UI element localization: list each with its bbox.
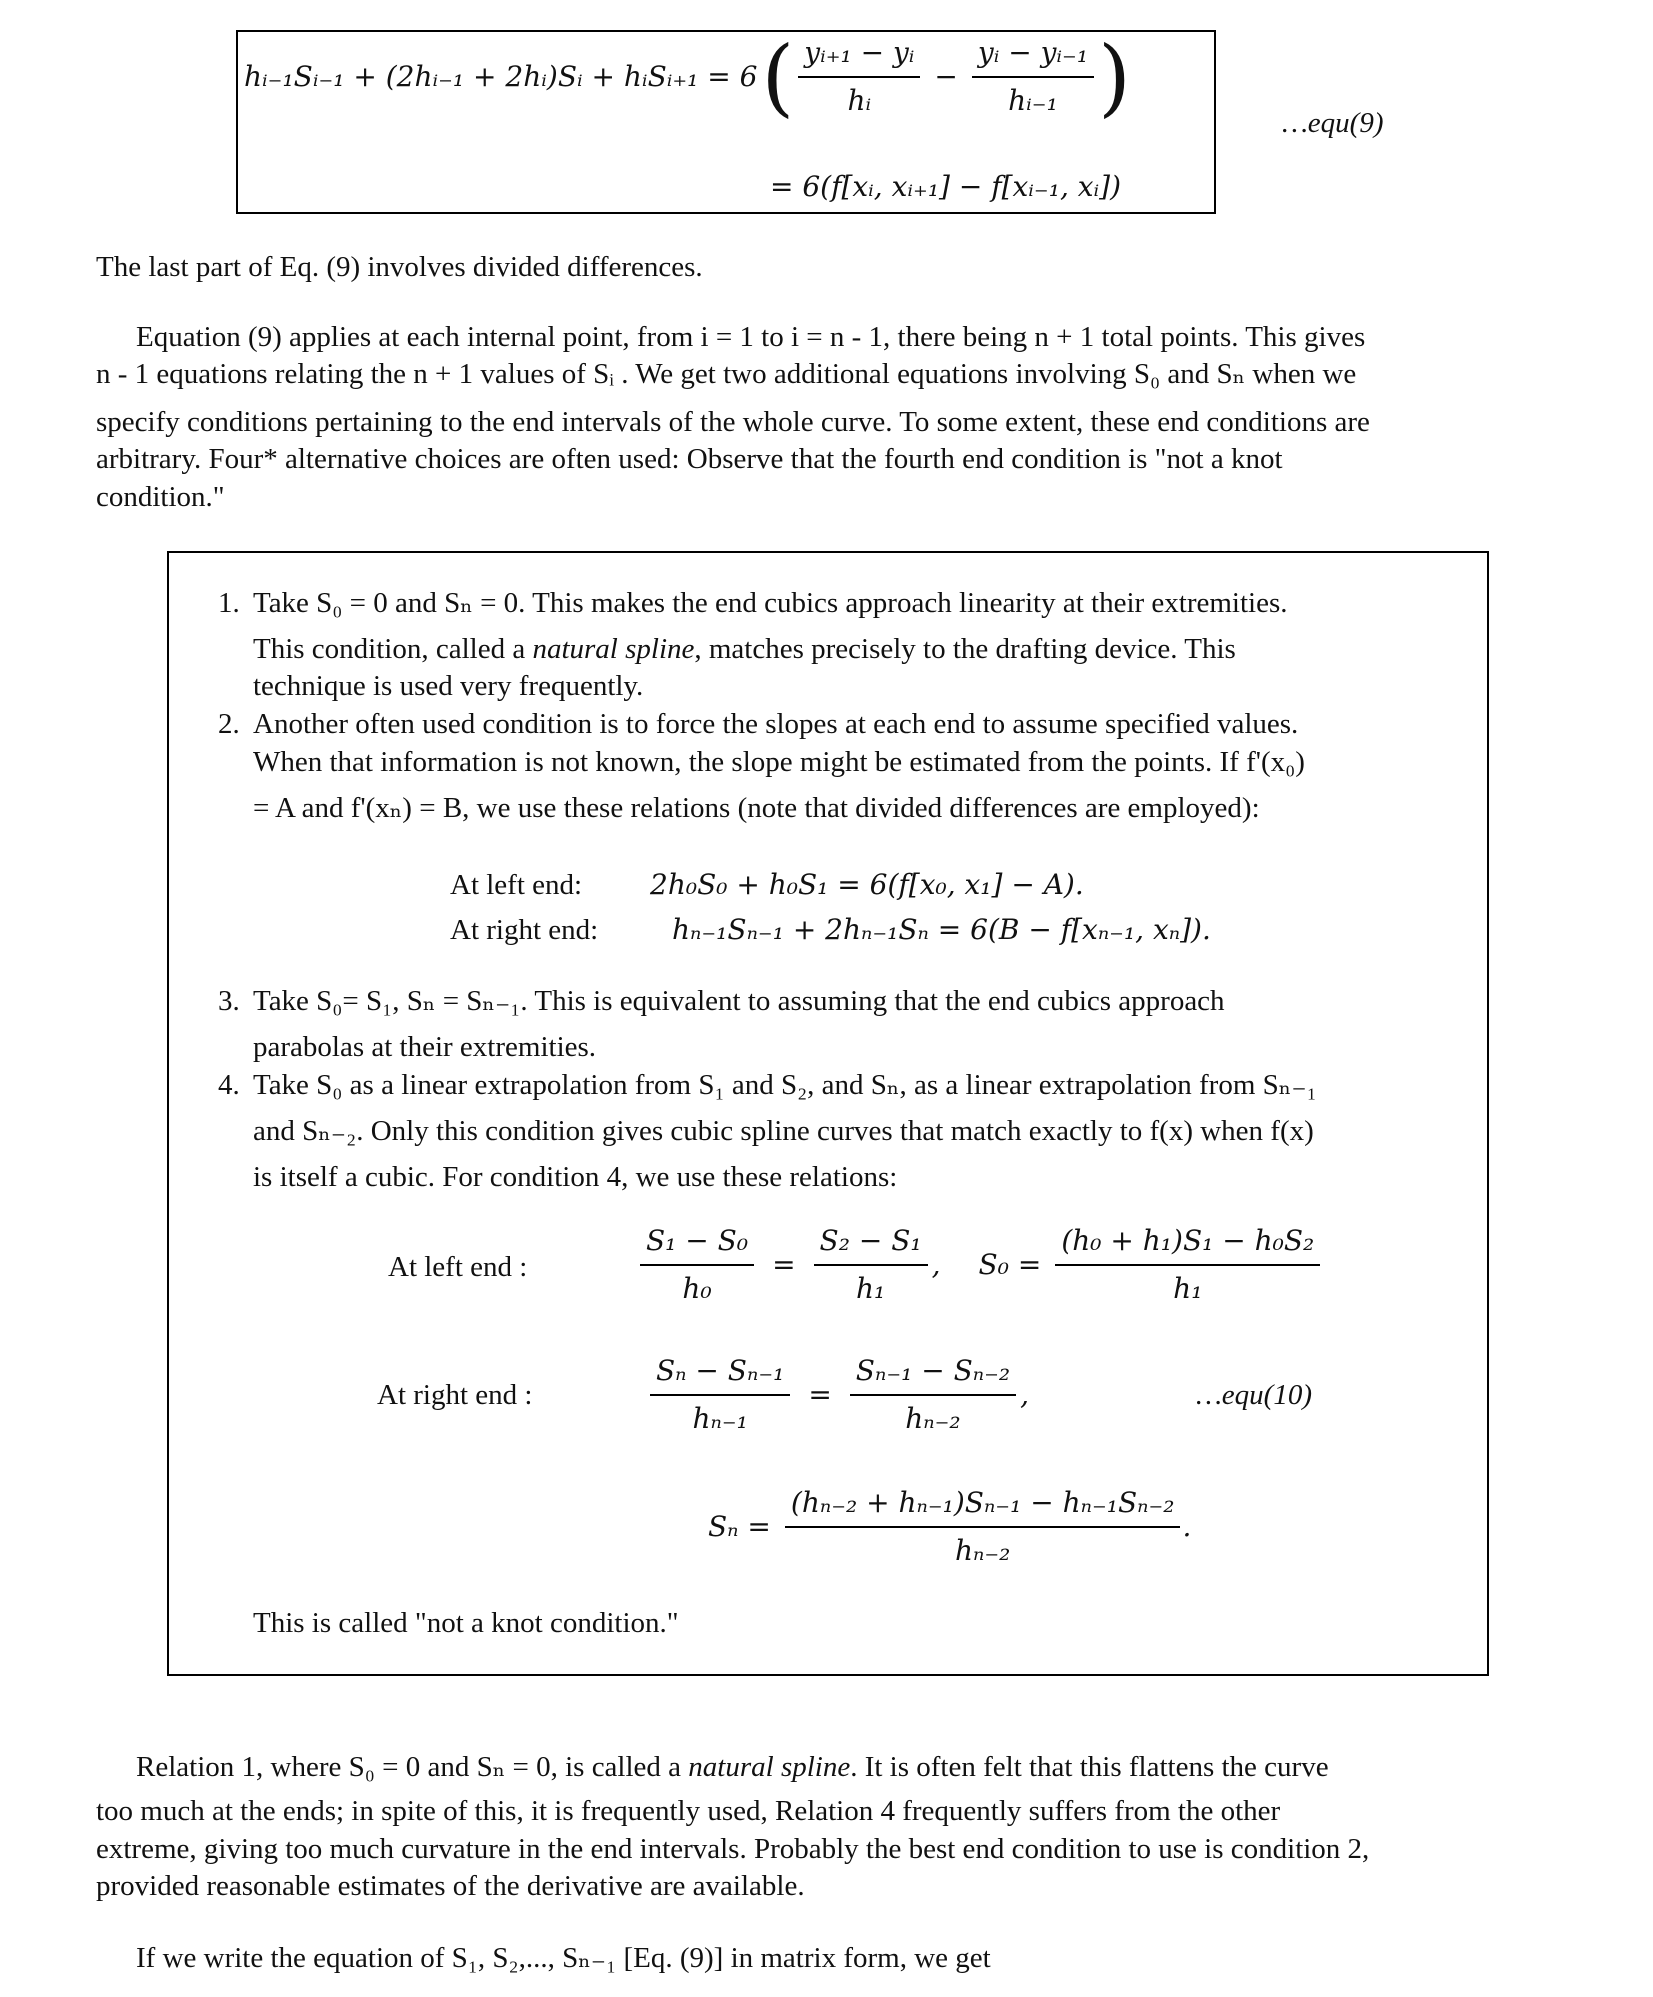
- paragraph-equation-9-line-4: arbitrary. Four* alternative choices are often used: Observe that the fourth end condition is "not a knot: [96, 443, 1283, 475]
- equation-10-tag: …equ(10): [1196, 1379, 1312, 1411]
- period: .: [1182, 1510, 1192, 1543]
- right-fraction-2: [850, 1352, 1016, 1438]
- condition-2-right-equation: hₙ₋₁Sₙ₋₁ + 2hₙ₋₁Sₙ = 6(B − f[xₙ₋₁, xₙ]).: [672, 913, 1211, 946]
- paragraph-equation-9-line-2: n - 1 equations relating the n + 1 values of Sᵢ . We get two additional equations involving S₀ and Sₙ when we: [96, 358, 1357, 390]
- condition-2-left-label: At left end:: [450, 869, 583, 901]
- left-fraction-1: [640, 1222, 754, 1308]
- left-fraction-2: [814, 1222, 928, 1308]
- fraction-denominator: h₀: [682, 1272, 712, 1305]
- condition-4-number: 4.: [218, 1069, 240, 1101]
- not-a-knot-closing: This is called "not a knot condition.": [253, 1607, 679, 1639]
- condition-4-right-equation: [650, 1352, 1029, 1438]
- fraction-numerator: Sₙ₋₁ − Sₙ₋₂: [850, 1352, 1016, 1396]
- fraction-numerator: yᵢ − yᵢ₋₁: [972, 34, 1094, 78]
- paragraph-matrix-form: If we write the equation of S₁, S₂,..., Sₙ₋₁ [Eq. (9)] in matrix form, we get: [136, 1942, 991, 1974]
- condition-3-number: 3.: [218, 985, 240, 1017]
- text-span: Relation 1, where S₀ = 0 and Sₙ = 0, is called a: [136, 1751, 689, 1783]
- condition-2-number: 2.: [218, 708, 240, 740]
- comma: ,: [1020, 1378, 1030, 1411]
- equation-9-fraction-1: [798, 34, 920, 120]
- fraction-denominator: hᵢ₋₁: [1008, 84, 1058, 117]
- fraction-denominator: h₁: [1173, 1272, 1203, 1305]
- left-paren: (: [761, 28, 795, 126]
- natural-spline-term: natural spline: [688, 1751, 851, 1783]
- condition-4-right-label: At right end :: [377, 1379, 533, 1411]
- comma: ,: [931, 1248, 941, 1281]
- equals-sign: =: [808, 1378, 832, 1411]
- text-span: . It is often felt that this flattens the curve: [850, 1751, 1329, 1783]
- text-span: , matches precisely to the drafting device. This: [694, 633, 1236, 665]
- condition-2-line-2: When that information is not known, the slope might be estimated from the points. If f'(x₀): [253, 746, 1305, 778]
- condition-4-line-1: Take S₀ as a linear extrapolation from S₁ and S₂, and Sₙ, as a linear extrapolation from Sₙ₋₁: [253, 1069, 1317, 1101]
- condition-4-line-2: and Sₙ₋₂. Only this condition gives cubic spline curves that match exactly to f(x) when f(x): [253, 1115, 1314, 1147]
- paragraph-relation-line-2: too much at the ends; in spite of this, it is frequently used, Relation 4 frequently suffers from the other: [96, 1795, 1281, 1827]
- minus-sign: −: [934, 60, 958, 93]
- paragraph-relation-line-3: extreme, giving too much curvature in the end intervals. Probably the best end condition to use is condition 2,: [96, 1833, 1370, 1865]
- equation-9-lhs: hᵢ₋₁Sᵢ₋₁ + (2hᵢ₋₁ + 2hᵢ)Sᵢ + hᵢSᵢ₊₁ = 6: [244, 60, 758, 93]
- paragraph-equation-9-line-1: Equation (9) applies at each internal point, from i = 1 to i = n - 1, there being n + 1 total points. This gives: [136, 321, 1366, 353]
- natural-spline-term: natural spline: [532, 633, 695, 665]
- fraction-numerator: S₁ − S₀: [640, 1222, 754, 1266]
- paragraph-equation-9-line-5: condition.": [96, 481, 225, 513]
- fraction-denominator: hₙ₋₂: [905, 1402, 961, 1435]
- paragraph-equation-9-line-3: specify conditions pertaining to the end intervals of the whole curve. To some extent, these end conditions are: [96, 406, 1370, 438]
- fraction-denominator: hₙ₋₁: [692, 1402, 748, 1435]
- equation-9-line1: [244, 28, 1135, 126]
- fraction-denominator: hᵢ: [847, 84, 872, 117]
- equals-sign: =: [772, 1248, 796, 1281]
- fraction-denominator: hₙ₋₂: [954, 1534, 1011, 1567]
- condition-1-line-3: technique is used very frequently.: [253, 670, 644, 702]
- condition-1-line-2: [253, 630, 1236, 668]
- right-fraction-1: [650, 1352, 790, 1438]
- condition-4-left-equation: [640, 1222, 1320, 1308]
- condition-2-right-label: At right end:: [450, 914, 599, 946]
- condition-3-line-1: Take S₀= S₁, Sₙ = Sₙ₋₁. This is equivalent to assuming that the end cubics approach: [253, 985, 1225, 1017]
- text-span: This condition, called a: [253, 633, 533, 665]
- paragraph-relation-line-4: provided reasonable estimates of the derivative are available.: [96, 1870, 805, 1902]
- fraction-numerator: Sₙ − Sₙ₋₁: [650, 1352, 790, 1396]
- left-fraction-3: [1055, 1222, 1320, 1308]
- sn-lhs: Sₙ =: [708, 1510, 771, 1543]
- s0-lhs: S₀ =: [978, 1248, 1042, 1281]
- condition-2-line-1: Another often used condition is to force the slopes at each end to assume specified values.: [253, 708, 1299, 740]
- condition-4-left-label: At left end :: [388, 1251, 528, 1283]
- right-paren: ): [1098, 28, 1131, 126]
- fraction-numerator: S₂ − S₁: [814, 1222, 928, 1266]
- condition-3-line-2: parabolas at their extremities.: [253, 1031, 597, 1063]
- equation-9-tag: …equ(9): [1282, 107, 1384, 139]
- condition-4-line-3: is itself a cubic. For condition 4, we use these relations:: [253, 1161, 898, 1193]
- condition-1-line-1: Take S₀ = 0 and Sₙ = 0. This makes the end cubics approach linearity at their extremities.: [253, 587, 1288, 619]
- condition-2-left-equation: 2h₀S₀ + h₀S₁ = 6(f[x₀, x₁] − A).: [650, 868, 1084, 901]
- fraction-numerator: (hₙ₋₂ + hₙ₋₁)Sₙ₋₁ − hₙ₋₁Sₙ₋₂: [785, 1484, 1181, 1528]
- sn-fraction: [785, 1484, 1181, 1570]
- fraction-denominator: h₁: [855, 1272, 886, 1305]
- equation-9-fraction-2: [972, 34, 1094, 120]
- fraction-numerator: yᵢ₊₁ − yᵢ: [798, 34, 920, 78]
- paragraph-divided-differences: The last part of Eq. (9) involves divided differences.: [96, 251, 703, 283]
- condition-2-line-3: = A and f'(xₙ) = B, we use these relations (note that divided differences are employed):: [253, 792, 1260, 824]
- equation-9-line2: = 6(f[xᵢ, xᵢ₊₁] − f[xᵢ₋₁, xᵢ]): [770, 170, 1122, 203]
- paragraph-relation-line-1: [136, 1748, 1329, 1786]
- fraction-numerator: (h₀ + h₁)S₁ − h₀S₂: [1055, 1222, 1320, 1266]
- condition-1-number: 1.: [218, 587, 240, 619]
- condition-4-sn-equation: [708, 1484, 1191, 1570]
